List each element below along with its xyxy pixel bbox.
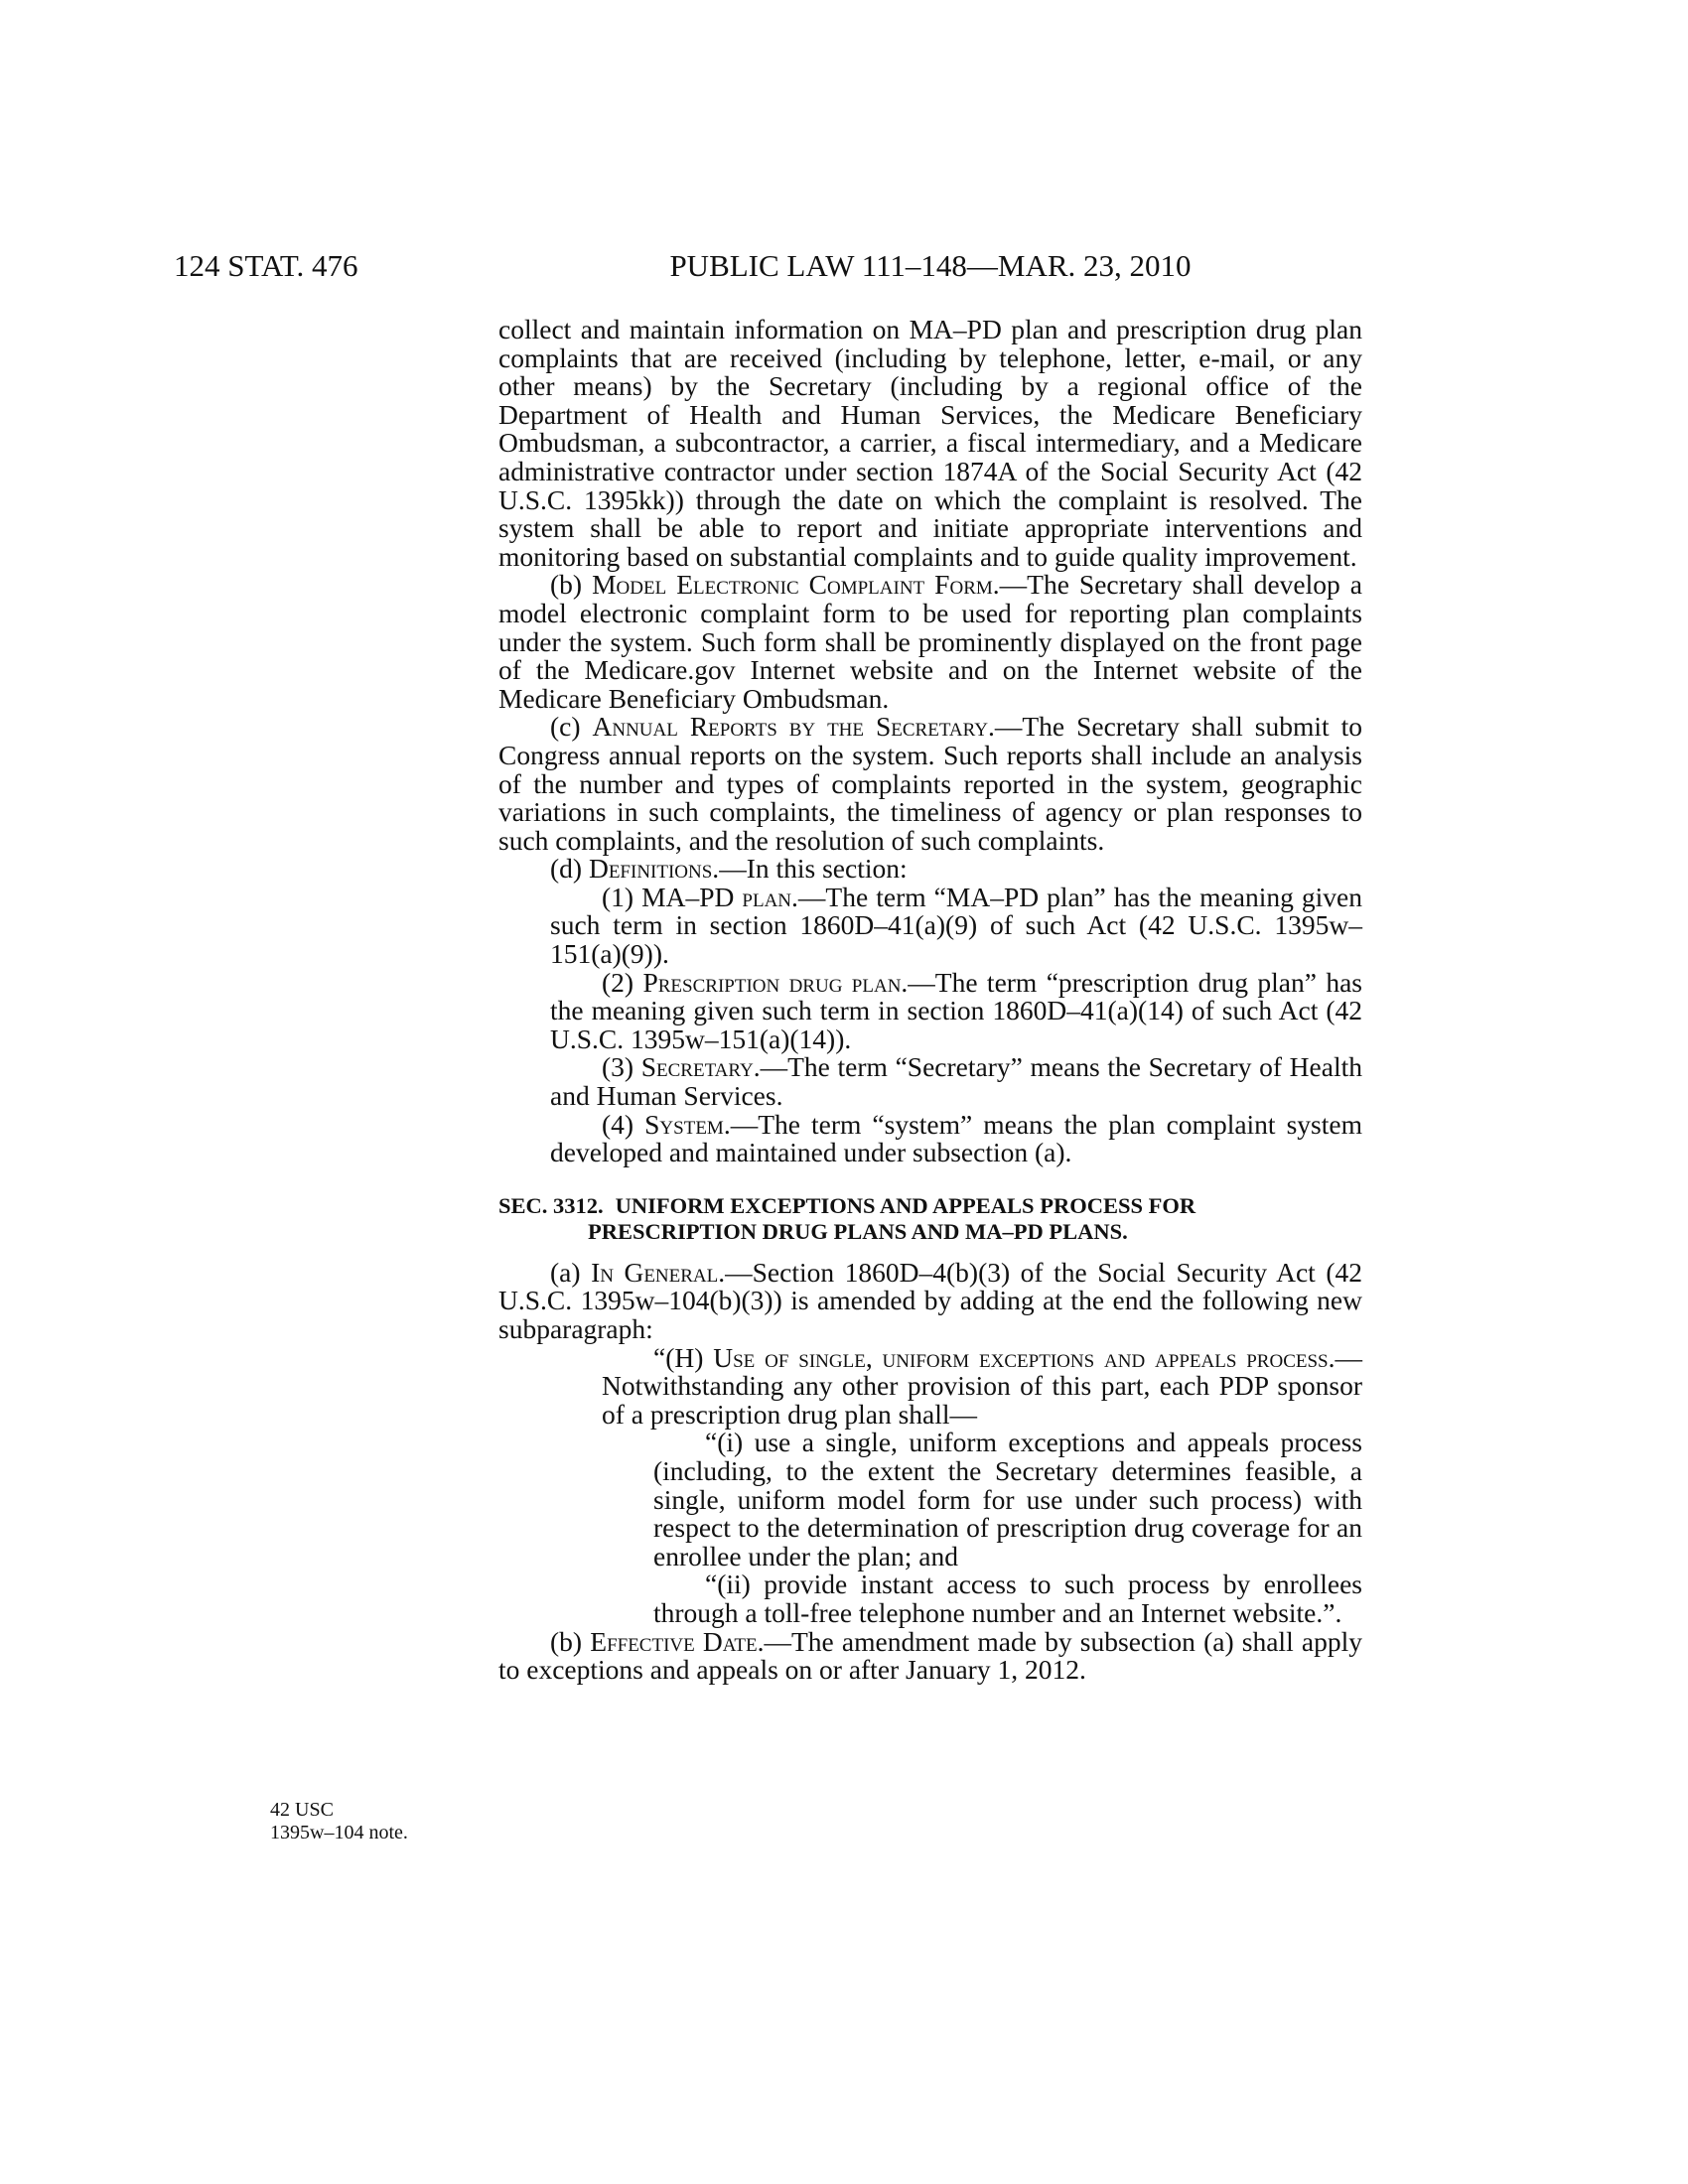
definition-2-label: (2) [602, 966, 634, 998]
main-text-column [498, 316, 1362, 1685]
subsection-b [498, 571, 1362, 713]
section-subsection-b [498, 1625, 1362, 1686]
definition-3 [498, 1053, 1362, 1110]
definition-1 [498, 881, 1362, 970]
subsection-c-text: —The Secretary shall submit to Congress annual reports on the system. Such reports shall include an analysis of the number and types of complaints reported in the system, geographic variations in such complaints, the timeliness of agency or plan responses to such complaints, and the resolution of such complaints. [498, 711, 1362, 856]
definition-2-text: —The term “prescription drug plan” has the meaning given such term in section 1860D–41(a)(14) of such Act (42 U.S.C. 1395w–151(a)(14)). [550, 966, 1362, 1054]
section-title-line1: UNIFORM EXCEPTIONS AND APPEALS PROCESS FOR [615, 1192, 1196, 1218]
clause-ii: “(ii) provide instant access to such process by enrollees through a toll-free telephone number and an Internet website.”. [653, 1569, 1362, 1628]
subparagraph-h-label: “(H) [653, 1341, 704, 1373]
section-b-text: —The amendment made by subsection (a) shall apply to exceptions and appeals on or after January 1, 2012. [498, 1625, 1362, 1686]
paragraph-continuation: collect and maintain information on MA–PD plan and prescription drug plan complaints that are received (including by telephone, letter, e-mail, or any other means) by the Secretary (including by a regional office of the Department of Health and Human Services, the Medicare Beneficiary Ombudsman, a subcontractor, a carrier, a fiscal intermediary, and a Medicare administrative contractor under section 1874A of the Social Security Act (42 U.S.C. 1395kk)) through the date on which the complaint is resolved. The system shall be able to report and initiate appropriate interventions and monitoring based on substantial complaints and to guide quality improvement. [498, 314, 1362, 572]
subsection-c-label: (c) [550, 711, 581, 743]
definition-1-label: (1) [602, 881, 634, 912]
section-number: SEC. 3312. [498, 1192, 604, 1218]
section-b-label: (b) [550, 1625, 583, 1657]
definition-2-heading: Prescription drug plan. [642, 966, 909, 998]
clause-i: “(i) use a single, uniform exceptions and appeals process (including, to the extent the Secretary determines feasible, a single, uniform model form for use under such process) with respect to the determination of prescription drug coverage for an enrollee under the plan; and [653, 1427, 1362, 1571]
definition-1-heading: MA–PD plan. [641, 881, 798, 912]
definition-4-heading: System. [644, 1108, 731, 1140]
subparagraph-h [498, 1341, 1362, 1430]
definition-4-text: —The term “system” means the plan complaint system developed and maintained under subsection (a). [550, 1108, 1363, 1168]
definition-4-label: (4) [602, 1108, 634, 1140]
subsection-b-text: —The Secretary shall develop a model electronic complaint form to be used for reporting plan complaints under the system. Such form shall be prominently displayed on the front page of the Medicare.gov Internet website and on the Internet website of the Medicare Beneficiary Ombudsman. [498, 569, 1363, 714]
section-subsection-a [498, 1256, 1363, 1344]
section-heading [498, 1193, 1362, 1245]
section-a-heading: In General. [591, 1256, 726, 1288]
definition-4 [498, 1108, 1363, 1168]
definition-2 [498, 966, 1362, 1054]
running-head: PUBLIC LAW 111–148—MAR. 23, 2010 [669, 248, 1192, 283]
subsection-c [498, 713, 1362, 855]
definition-3-text: —The term “Secretary” means the Secretary of Health and Human Services. [550, 1051, 1362, 1112]
section-b-heading: Effective Date. [590, 1625, 765, 1657]
page-stat-number: 124 STAT. 476 [174, 248, 358, 283]
subsection-b-heading: Model Electronic Complaint Form. [592, 569, 1000, 601]
margin-note-line1: 42 USC [270, 1799, 334, 1821]
margin-note [270, 1799, 408, 1844]
subparagraph-h-heading: Use of single, uniform exceptions and appeals process. [713, 1341, 1336, 1373]
definition-3-label: (3) [602, 1051, 634, 1083]
margin-note-line2: 1395w–104 note. [270, 1822, 408, 1843]
section-title-line2: PRESCRIPTION DRUG PLANS AND MA–PD PLANS. [588, 1218, 1128, 1244]
section-a-label: (a) [550, 1256, 581, 1288]
definition-1-text: —The term “MA–PD plan” has the meaning given such term in section 1860D–41(a)(9) of such Act (42 U.S.C. 1395w–151(a)(9)). [550, 881, 1362, 970]
subsection-b-label: (b) [550, 569, 583, 601]
subparagraph-h-text: —Notwithstanding any other provision of this part, each PDP sponsor of a prescription drug plan shall— [602, 1341, 1362, 1430]
section-a-text: —Section 1860D–4(b)(3) of the Social Security Act (42 U.S.C. 1395w–104(b)(3)) is amended by adding at the end the following new subparagraph: [498, 1256, 1363, 1344]
subsection-d-heading: Definitions. [588, 853, 720, 885]
definition-3-heading: Secretary. [640, 1051, 761, 1083]
subsection-d-label: (d) [550, 853, 583, 885]
subsection-d [498, 855, 1362, 884]
subsection-d-text: —In this section: [719, 853, 908, 885]
subsection-c-heading: Annual Reports by the Secretary. [592, 711, 995, 743]
